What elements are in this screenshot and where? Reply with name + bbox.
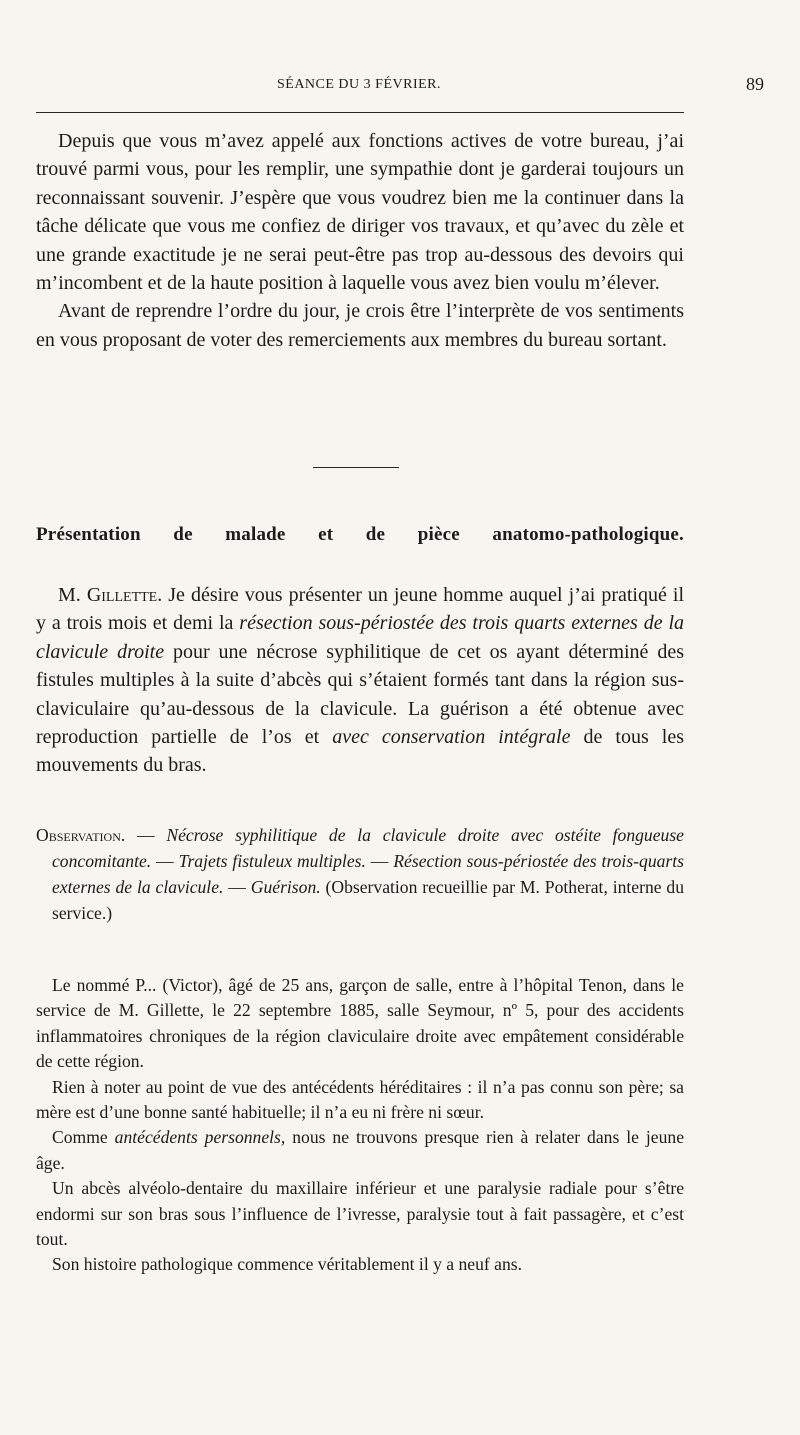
presentation-text-1: Je désire vous présenter un jeune homme auquel j’ai pratiqué il y a trois mois et demi la — [36, 584, 684, 635]
presentation-paragraph — [36, 581, 684, 780]
speaker-name: M. Gillette. — [58, 584, 163, 606]
observation-block — [36, 822, 684, 926]
case-p3-post: nous ne trouvons presque rien à relater dans le jeune âge. — [36, 1127, 684, 1173]
opening-text — [36, 127, 684, 354]
case-paragraph-1: Le nommé P... (Victor), âgé de 25 ans, garçon de salle, entre à l’hôpital Tenon, dans le service de M. Gillette, le 22 septembre 1885, salle Seymour, nº 5, pour des accidents inflammatoires chroniques de la région claviculaire droite avec empâtement considérable de cette région. — [36, 975, 684, 1072]
observation-diagnosis: Nécrose syphilitique de la clavicule droite avec ostéite fongueuse concomitante. — [52, 825, 684, 871]
presentation-text-2: pour une nécrose syphilitique de cet os ayant déterminé des fistules multiples à la suite d’abcès qui s’étaient formés tant dans la région sus-claviculaire qu’au-dessous de la clavicule. La guérison a été obtenue avec reproduction partielle de l’os et — [36, 640, 684, 749]
observation-dash-4: — — [223, 877, 251, 897]
presentation-italic-1: résection sous-périostée des trois quarts externes de la clavicule droite — [36, 612, 685, 663]
opening-paragraph-1: Depuis que vous m’avez appelé aux fonctions actives de votre bureau, j’ai trouvé parmi vous, pour les remplir, une sympathie dont je garderai toujours un reconnaissant souvenir. J’espère que vous voudrez bien me la continuer dans la tâche délicate que vous me confiez de diriger vos travaux, et qu’avec du zèle et une grande exactitude je ne serai peut-être pas trop au-dessous des devoirs qui m’incombent et de la haute position à laquelle vous avez bien voulu m’élever. — [36, 130, 684, 295]
case-paragraph-4: Un abcès alvéolo-dentaire du maxillaire inférieur et une paralysie radiale pour s’être endormi sur son bras sous l’influence de l’ivresse, paralysie tout à fait passagère, et c’est tout. — [36, 1178, 684, 1250]
observation-dash-3: — — [365, 851, 394, 871]
presentation-italic-2: avec conservation intégrale — [332, 726, 571, 749]
observation-dash-1: — — [125, 825, 167, 845]
case-p3-pre: Comme — [52, 1127, 115, 1148]
case-paragraph-3 — [36, 1125, 684, 1176]
observation-outcome: Guérison. — [250, 877, 321, 897]
observation-fistulas: Trajets fistuleux multiples. — [178, 851, 366, 871]
presentation-text-3: de tous les mouvements du bras. — [36, 726, 685, 777]
observation-note: (Observation recueillie par M. Potherat, interne du service.) — [52, 877, 685, 923]
observation-dash-2: — — [151, 851, 179, 871]
running-head — [36, 74, 764, 98]
section-separator — [313, 467, 399, 468]
observation-paragraph — [36, 822, 684, 926]
case-p3-italic: antécédents personnels, — [114, 1127, 286, 1148]
opening-paragraph-2: Avant de reprendre l’ordre du jour, je crois être l’interprète de vos sentiments en vous proposant de voter des remerciements aux membres du bureau sortant. — [36, 300, 684, 351]
section-title: Présentation de malade et de pièce anatomo-pathologique. — [36, 524, 684, 545]
presentation-text — [36, 581, 684, 780]
case-paragraph-5: Son histoire pathologique commence véritablement il y a neuf ans. — [52, 1254, 523, 1275]
running-head-title: SÉANCE DU 3 FÉVRIER. — [276, 77, 441, 92]
observation-label: Observation. — [36, 825, 126, 845]
observation-resection: Résection sous-périostée des trois-quarts externes de la clavicule. — [52, 851, 684, 897]
case-paragraph-2: Rien à noter au point de vue des antécédents héréditaires : il n’a pas connu son père; sa mère est d’une bonne santé habituelle; il n’a eu ni frère ni sœur. — [36, 1076, 684, 1123]
page-number: 89 — [746, 74, 764, 94]
case-history — [36, 973, 684, 1278]
header-rule — [36, 112, 684, 113]
